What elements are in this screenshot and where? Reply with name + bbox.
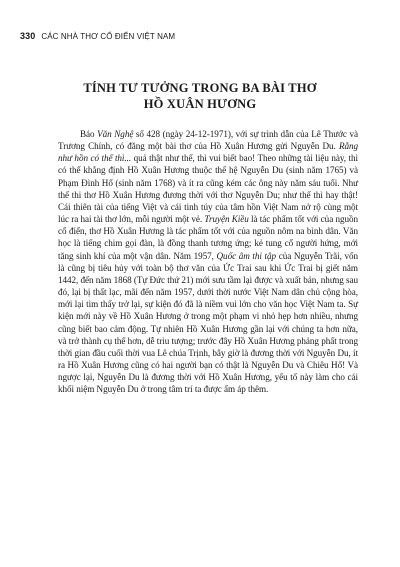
- work-title: Quốc âm thi tập: [216, 250, 277, 261]
- text-run: quả thật như thế, thì vui biết bao! Theo những tài liệu này, thì có thể khẳng định Hồ Xuân Hương thuộc thế hệ Nguyễn Du (sinh năm 1765) và Phạm Đình Hổ (sinh năm 1768) và ít ra cũng kém các ông này năm sáu tuổi. Như thế thi thơ Hồ Xuân Hương đương thời với thơ Nguyễn Du; như thế thì hay thật! Cái thiên tài của tiếng Việt và cái tinh túy của tâm hồn Việt Nam nở rộ cùng một lúc ra hai tài thơ lớn, mỗi người một vẻ.: [58, 153, 358, 225]
- article-title: [0, 80, 400, 112]
- article-title-line-1: TÍNH TƯ TƯỞNG TRONG BA BÀI THƠ: [83, 81, 317, 95]
- poem-quote: Rằng như hồn có thế thì...: [58, 141, 358, 164]
- publication-name: Văn Nghệ: [97, 129, 134, 139]
- article-title-line-2: HỒ XUÂN HƯƠNG: [143, 97, 257, 111]
- text-run: Báo: [80, 129, 98, 139]
- article-body: [58, 128, 358, 395]
- text-run: là tác phẩm tốt với của nguồn cổ điển, thơ Hồ Xuân Hương là tác phẩm tốt với của nguồn nôm na bình dân. Văn học là tiếng chim gọi đàn, là đồng thanh tương ứng; kẻ tung cổ người hứng, mới tăng sinh khí của một vận dân. Năm 1957,: [58, 214, 359, 261]
- running-header: [20, 31, 380, 41]
- running-title: CÁC NHÀ THƠ CỔ ĐIỂN VIỆT NAM: [41, 32, 176, 41]
- text-run: của Nguyễn Trãi, vốn là cũng bị tiêu hủy với toàn bộ thơ văn của Ức Trai sau khi Ức Trai bị giết năm 1442, đến năm 1868 (Tự Đức thứ 21) mới sưu tầm lại được và xuất bản, nhưng sau đó, lại bị thất lạc, mãi đến năm 1957, dưới thời nước Việt Nam dân chủ cộng hòa, mới lại tìm thấy trở lại, sự kiện đó đã là niềm vui lớn cho văn học Việt Nam ta. Sự kiện mới này về Hồ Xuân Hương ở trong một phạm vi nhỏ hẹp hơn nhiều, nhưng cũng biết bao cảm động. Tự nhiên Hồ Xuân Hương gần lại với chúng ta hơn nữa, và trở thành cụ thể hơn, dễ trìu tượng; trước đây Hồ Xuân Hương phảng phất trong thời gian đầu cuối thời vua Lê chúa Trịnh, bây giờ là đương thời với Nguyễn Du, ít ra Hồ Xuân Hương cũng có hai người bạn có thật là Nguyễn Du và Chiêu Hổ! Và ngược lại, Nguyễn Du là đương thời với Hồ Xuân Hương, yếu tố này làm cho cái khối niệm Nguyễn Du ở trong tâm trí ta được ấm áp thêm.: [58, 250, 359, 395]
- paragraph-1: [58, 128, 358, 395]
- text-run: số 428 (ngày 24-12-1971), với sự trình dẫn của Lê Thước và Trương Chính, có đăng một bài thơ của Hồ Xuân Hương gửi Nguyễn Du.: [58, 129, 359, 152]
- work-title: Truyện Kiều: [204, 214, 249, 225]
- page-number: 330: [20, 31, 36, 41]
